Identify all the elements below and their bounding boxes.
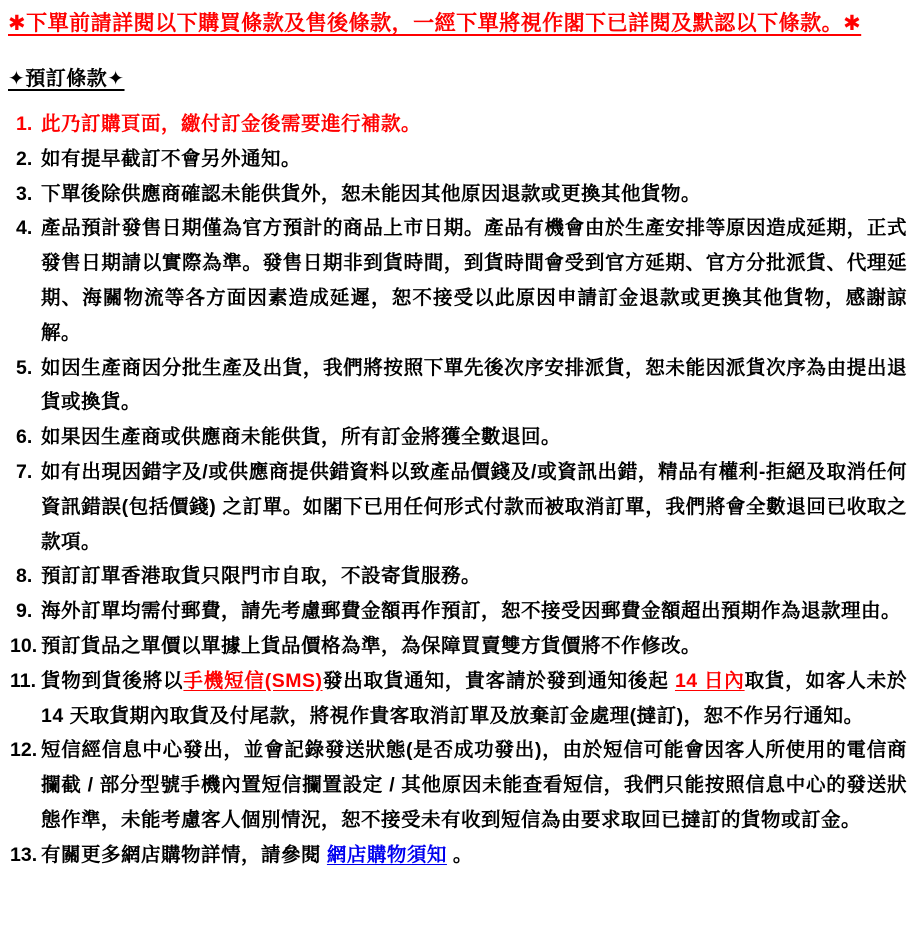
store-shopping-guide-link[interactable]: 網店購物須知	[326, 843, 447, 866]
term-number: 7.	[16, 460, 33, 483]
term-number: 1.	[16, 113, 33, 135]
term-number: 5.	[16, 356, 33, 379]
term-item-8	[8, 559, 907, 594]
purchase-notice-header: ✱下單前請詳閱以下購買條款及售後條款，一經下單將視作閣下已詳閱及默認以下條款。✱	[8, 12, 862, 35]
term-text-segment: 產品預計發售日期僅為官方預計的商品上市日期。產品有機會由於生產安排等原因造成延期，正式發售日期請以實際為準。發售日期非到貨時間，到貨時間會受到官方延期、官方分批派貨、代理延期、海關物流等各方面因素造成延遲，恕不接受以此原因申請訂金退款或更換其他貨物，感謝諒解。	[41, 217, 907, 344]
term-item-12	[8, 733, 907, 837]
term-text	[41, 113, 421, 135]
term-item-2	[8, 142, 907, 177]
term-number: 9.	[16, 600, 33, 623]
term-text-segment: 下單後除供應商確認未能供貨外，恕未能因其他原因退款或更換其他貨物。	[41, 182, 702, 205]
term-item-6	[8, 420, 907, 455]
term-text-segment: 如因生產商因分批生產及出貨，我們將按照下單先後次序安排派貨，恕未能因派貨次序為由提出退貨或換貨。	[41, 356, 907, 414]
preorder-terms-title: ✦預訂條款✦	[8, 68, 125, 90]
term-text-segment: 如有出現因錯字及/或供應商提供錯資料以致產品價錢及/或資訊出錯，精品有權利-拒絕及取消任何資訊錯誤(包括價錢) 之訂單。如閣下已用任何形式付款而被取消訂單，我們將會全數退回已收取之款項。	[41, 460, 907, 553]
term-text	[41, 148, 301, 170]
term-text	[41, 183, 701, 205]
term-number: 8.	[16, 565, 33, 588]
term-number: 12.	[10, 739, 38, 762]
term-text	[41, 670, 907, 727]
term-text	[41, 635, 701, 657]
term-text	[41, 461, 907, 553]
term-item-10	[8, 629, 907, 664]
term-text-segment: 短信經信息中心發出，並會記錄發送狀態(是否成功發出)，由於短信可能會因客人所使用的電信商攔截 / 部分型號手機內置短信攔置設定 / 其他原因未能查看短信，我們只能按照信息中心的發送狀態作準，未能考慮客人個別情況，恕不接受未有收到短信為由要求取回已撻訂的貨物或訂金。	[41, 739, 907, 831]
term-text	[41, 217, 907, 343]
term-item-9	[8, 594, 907, 629]
term-number: 11.	[10, 669, 37, 692]
term-item-7	[8, 455, 907, 559]
term-text-segment: 預訂訂單香港取貨只限門市自取，不設寄貨服務。	[41, 565, 482, 588]
term-text-segment: 取貨，如客人未於 14 天取貨期內取貨及付尾款，將視作貴客取消訂單及放棄訂金處理(撻訂)，恕不作另行通知。	[41, 669, 907, 727]
red-underline-text: 14 日內	[674, 669, 745, 692]
term-number: 2.	[16, 147, 33, 170]
term-text-segment: 海外訂單均需付郵費，請先考慮郵費金額再作預訂，恕不接受因郵費金額超出預期作為退款理由。	[41, 600, 902, 623]
terms-list	[8, 107, 907, 873]
term-number: 6.	[16, 426, 33, 449]
term-text	[41, 600, 901, 622]
term-item-5	[8, 351, 907, 421]
term-text-segment: 如果因生產商或供應商未能供貨，所有訂金將獲全數退回。	[41, 426, 562, 449]
term-text-segment: 預訂貨品之單價以單據上貨品價格為準，為保障買賣雙方貨價將不作修改。	[41, 634, 702, 657]
term-number: 3.	[16, 182, 33, 205]
term-text-segment: 如有提早截訂不會另外通知。	[41, 147, 302, 170]
term-item-4	[8, 211, 907, 350]
term-text-segment: 發出取貨通知，貴客請於發到通知後起	[322, 669, 675, 692]
term-text	[41, 426, 561, 448]
term-text	[41, 565, 481, 587]
red-underline-text: 手機短信(SMS)	[183, 669, 323, 692]
term-text	[41, 739, 907, 831]
term-text	[41, 357, 907, 414]
term-text-segment: 有關更多網店購物詳情，請參閱	[41, 843, 327, 866]
term-item-1	[8, 107, 907, 142]
term-text	[41, 844, 473, 866]
term-number: 4.	[16, 217, 33, 240]
term-text-segment: 貨物到貨後將以	[41, 669, 184, 692]
term-number: 10.	[10, 634, 38, 657]
term-item-13	[8, 838, 907, 873]
term-item-3	[8, 177, 907, 212]
term-text-segment: 。	[446, 843, 473, 866]
term-item-11	[8, 664, 907, 734]
term-number: 13.	[10, 843, 38, 866]
term-text-segment: 此乃訂購頁面，繳付訂金後需要進行補款。	[41, 113, 422, 135]
